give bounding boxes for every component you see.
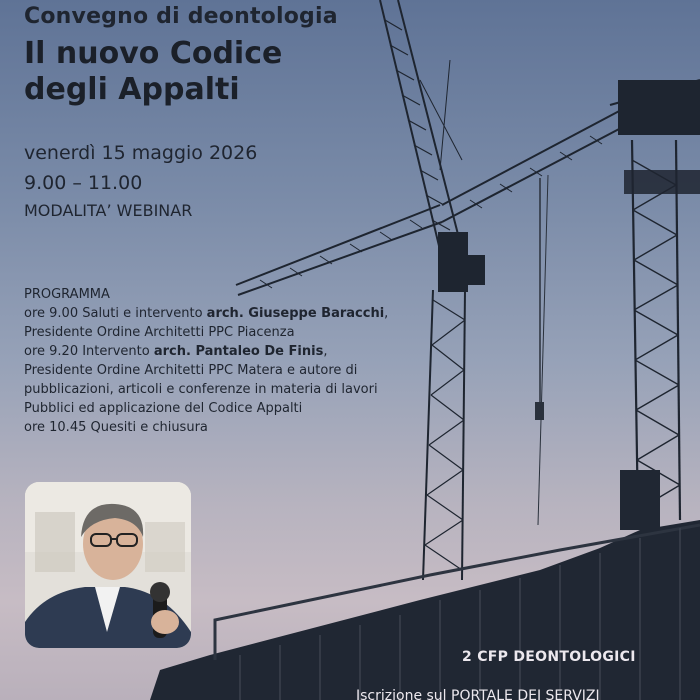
program-item-2-role-1: Presidente Ordine Architetti PPC Matera e autore di [24, 363, 358, 378]
title-line-1: Il nuovo Codice [24, 36, 283, 71]
program-item-1-role: Presidente Ordine Architetti PPC Piacenza [24, 325, 295, 340]
program-item-2-role-2: pubblicazioni, articoli e conferenze in materia di lavori [24, 382, 378, 397]
event-title [24, 36, 282, 108]
program-heading: PROGRAMMA [24, 287, 110, 302]
program-item-3: ore 10.45 Quesiti e chiusura [24, 420, 208, 435]
program-item-1-end: , [384, 306, 389, 321]
title-line-2: degli Appalti [24, 72, 240, 107]
speaker-photo [25, 482, 191, 648]
speaker-portrait-image [25, 482, 191, 648]
event-mode: MODALITA’ WEBINAR [24, 201, 193, 220]
program-item-1 [24, 304, 424, 323]
program-item-2-time: ore 9.20 Intervento [24, 344, 154, 359]
program-item-2-end: , [323, 344, 328, 359]
program-item-2-speaker: arch. Pantaleo De Finis [153, 344, 324, 359]
event-date: venerdì 15 maggio 2026 [24, 142, 258, 164]
event-subtitle: Convegno di deontologia [24, 4, 338, 29]
program-item-1-time: ore 9.00 Saluti e intervento [24, 306, 207, 321]
registration-info: Iscrizione sul PORTALE DEI SERVIZI [356, 688, 600, 700]
event-time: 9.00 – 11.00 [24, 172, 143, 194]
program-item-2-role-3: Pubblici ed applicazione del Codice Appalti [24, 401, 303, 416]
cfp-credits: 2 CFP DEONTOLOGICI [462, 649, 636, 665]
program-item-1-speaker: arch. Giuseppe Baracchi [206, 306, 385, 321]
program-item-2 [24, 342, 424, 361]
program-section [24, 285, 424, 437]
